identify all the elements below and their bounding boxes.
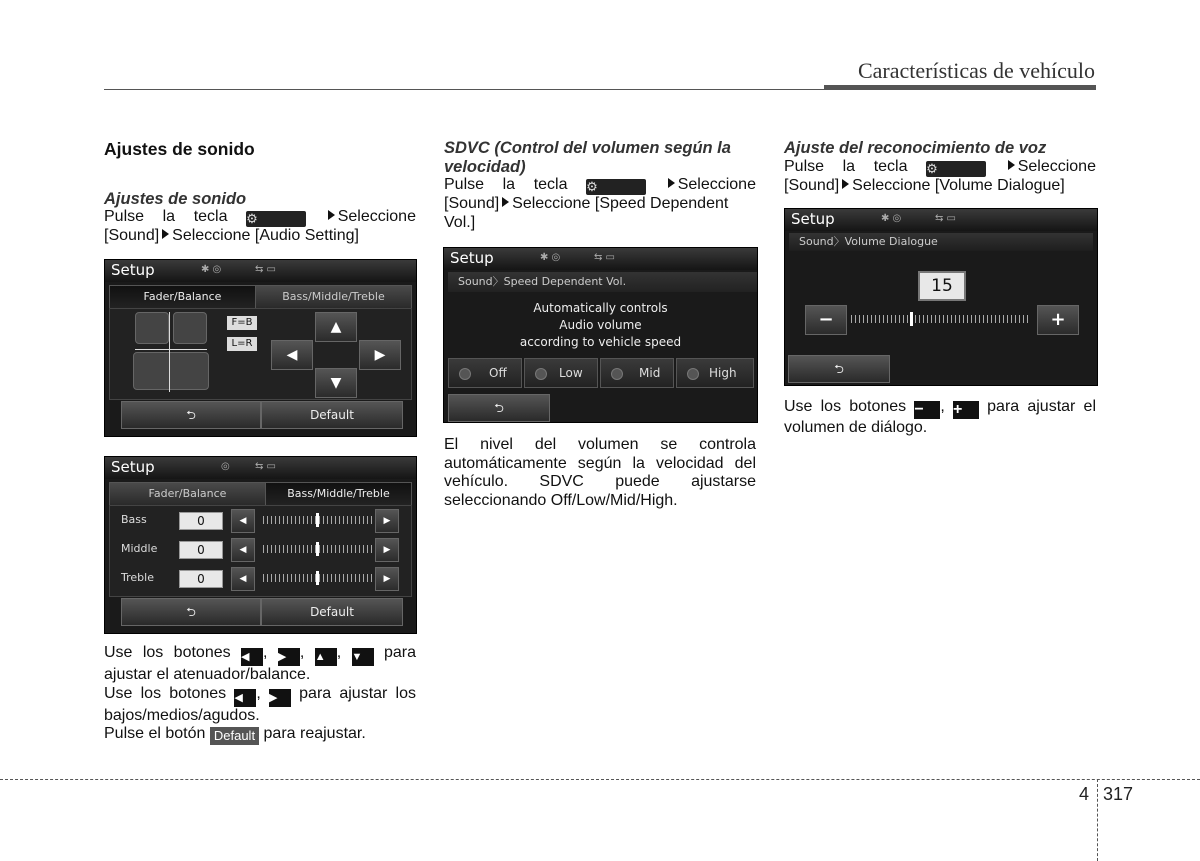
up-button[interactable]: ▲ (315, 312, 357, 342)
middle-decrease-button[interactable]: ◀ (231, 538, 255, 562)
breadcrumb: Sound〉Volume Dialogue (789, 233, 1093, 251)
usb-icon: ⇆ ▭ (594, 252, 616, 263)
instr-text: [Sound] (104, 227, 160, 244)
instr-text: Seleccione [Speed Dependent (512, 195, 729, 212)
option-mid[interactable] (600, 358, 674, 388)
radio-icon (535, 368, 547, 380)
radio-icon (611, 368, 623, 380)
default-button[interactable]: Default (261, 598, 403, 626)
screen-fader-balance (104, 259, 417, 437)
arrow-right-icon (502, 197, 509, 207)
header-rule (104, 89, 1096, 90)
info-message (444, 300, 757, 351)
volume-slider-knob[interactable] (910, 312, 913, 326)
treble-decrease-button[interactable]: ◀ (231, 567, 255, 591)
screen-title: Setup (111, 458, 155, 476)
treble-slider-knob[interactable] (316, 571, 319, 585)
down-button[interactable]: ▼ (315, 368, 357, 398)
screen-title: Setup (450, 249, 494, 267)
bluetooth-icon: ✱ ◎ (201, 264, 222, 275)
right-arrow-icon: ▶ (269, 689, 291, 707)
note-text: para reajustar. (263, 725, 366, 742)
middle-value: 0 (179, 541, 223, 559)
minus-icon: − (914, 401, 940, 419)
default-button[interactable]: Default (261, 401, 403, 429)
note-line: Use los botones ◀ , ▶ para ajustar los (104, 685, 416, 707)
para-line: El nivel del volumen se controla (444, 436, 756, 453)
instruction-line-2 (784, 177, 1096, 196)
bass-slider-knob[interactable] (316, 513, 319, 527)
middle-label: Middle (121, 542, 158, 555)
instr-text: Pulse la tecla (104, 208, 228, 225)
screen-speed-dependent-vol (443, 247, 758, 423)
option-low[interactable] (524, 358, 598, 388)
screen-title: Setup (791, 210, 835, 228)
instr-text: Seleccione (677, 176, 756, 193)
fader-indicator: F=B (227, 316, 257, 330)
left-arrow-icon: ◀ (234, 689, 256, 707)
note-text: para ajustar los (299, 684, 416, 702)
fader-crosshair (135, 349, 207, 350)
setup-key-icon: ⚙ (926, 161, 986, 177)
bluetooth-icon: ✱ ◎ (881, 213, 902, 224)
subsection-heading: Ajustes de sonido (104, 189, 247, 208)
instr-text: Seleccione [Audio Setting] (172, 227, 359, 244)
note-line: bajos/medios/agudos. (104, 706, 260, 724)
back-button[interactable]: ⮌ (788, 355, 890, 383)
note-line: volumen de diálogo. (784, 419, 928, 436)
message-line: according to vehicle speed (519, 335, 682, 349)
instr-text: Seleccione [Volume Dialogue] (852, 176, 1065, 194)
para-line: vehículo. SDVC puede ajustarse (444, 473, 756, 490)
note-text: Use los botones (784, 398, 907, 415)
section-heading: Ajustes de sonido (104, 139, 255, 159)
column-1 (104, 140, 416, 246)
tab-bass-middle-treble[interactable]: Bass/Middle/Treble (265, 482, 412, 506)
setup-key-icon: ⚙ (586, 179, 646, 195)
option-label: High (709, 366, 737, 380)
bass-value: 0 (179, 512, 223, 530)
instruction-line-2 (104, 227, 416, 246)
note-text: Pulse el botón (104, 725, 206, 742)
note-line (104, 725, 416, 745)
subsection-heading-cont: velocidad) (444, 157, 526, 176)
rear-seat-icon (133, 352, 209, 390)
instr-text: Pulse la tecla (784, 157, 908, 175)
screen-title: Setup (111, 261, 155, 279)
right-arrow-icon: ▶ (278, 648, 300, 666)
middle-slider-knob[interactable] (316, 542, 319, 556)
subsection-heading: Ajuste del reconocimiento de voz (784, 139, 1047, 157)
instr-text: [Sound] (444, 195, 500, 212)
subsection-heading: SDVC (Control del volumen según la (444, 139, 731, 157)
usb-icon: ⇆ ▭ (255, 461, 277, 472)
option-off[interactable] (448, 358, 522, 388)
middle-increase-button[interactable]: ▶ (375, 538, 399, 562)
balance-crosshair (169, 312, 170, 392)
arrow-right-icon (162, 229, 169, 239)
disc-icon: ◎ (221, 461, 230, 472)
bass-label: Bass (121, 513, 147, 526)
screen-bass-middle-treble (104, 456, 417, 634)
screen-topbar (105, 260, 416, 282)
note-text: para ajustar el (987, 398, 1096, 415)
instruction-line-1 (784, 158, 1096, 177)
seat-icon (135, 312, 169, 344)
option-label: Mid (639, 366, 661, 380)
radio-icon (459, 368, 471, 380)
message-line: Audio volume (559, 318, 642, 332)
up-arrow-icon: ▲ (315, 648, 337, 666)
instr-text: Seleccione (1017, 157, 1096, 175)
right-button[interactable]: ▶ (359, 340, 401, 370)
option-high[interactable] (676, 358, 754, 388)
setup-key-icon: ⚙ (246, 211, 306, 227)
note-text: Use los botones (104, 684, 227, 702)
column-2 (444, 139, 756, 232)
treble-value: 0 (179, 570, 223, 588)
para-line: automáticamente según la velocidad del (444, 454, 756, 472)
footer-rule (0, 779, 1200, 780)
instruction-line-3: Vol.] (444, 213, 476, 231)
usb-icon: ⇆ ▭ (255, 264, 277, 275)
volume-minus-button[interactable]: − (805, 305, 847, 335)
balance-indicator: L=R (227, 337, 257, 351)
bass-increase-button[interactable]: ▶ (375, 509, 399, 533)
column-2-paragraph (444, 436, 756, 510)
treble-increase-button[interactable]: ▶ (375, 567, 399, 591)
arrow-right-icon (842, 179, 849, 189)
note-text: para (383, 644, 416, 661)
instr-text: Pulse la tecla (444, 176, 568, 193)
back-button[interactable]: ⮌ (121, 598, 261, 626)
option-label: Low (559, 366, 583, 380)
arrow-right-icon (1008, 160, 1015, 170)
radio-icon (687, 368, 699, 380)
note-line: Use los botones − , + para ajustar el (784, 398, 1096, 418)
default-button-icon: Default (210, 727, 259, 745)
chapter-number: 4 (1079, 784, 1090, 804)
tab-fader-balance[interactable]: Fader/Balance (109, 285, 256, 309)
running-header-title: Características de vehículo (857, 58, 1095, 83)
plus-icon: + (953, 401, 979, 419)
volume-slider[interactable] (851, 315, 1031, 323)
note-line: ajustar el atenuador/balance. (104, 666, 311, 683)
instruction-line-2 (444, 195, 756, 214)
instruction-line-1 (444, 176, 756, 195)
breadcrumb: Sound〉Speed Dependent Vol. (448, 272, 758, 292)
down-arrow-icon: ▼ (352, 648, 374, 666)
seat-icon (173, 312, 207, 344)
note-text: Use los botones (104, 644, 231, 661)
option-label: Off (489, 366, 507, 380)
screen-topbar (105, 457, 416, 479)
left-arrow-icon: ◀ (241, 648, 263, 666)
back-button[interactable]: ⮌ (448, 394, 550, 422)
usb-icon: ⇆ ▭ (935, 213, 957, 224)
note-line: Use los botones ◀ , ▶ , ▲ , ▼ para (104, 644, 416, 666)
tab-bass-middle-treble[interactable]: Bass/Middle/Treble (255, 285, 412, 309)
arrow-right-icon (328, 210, 335, 220)
screen-topbar (444, 248, 757, 270)
screen-volume-dialogue (784, 208, 1098, 386)
column-3 (784, 139, 1096, 195)
left-button[interactable]: ◀ (271, 340, 313, 370)
column-1-notes (104, 644, 416, 745)
back-button[interactable]: ⮌ (121, 401, 261, 429)
para-line: seleccionando Off/Low/Mid/High. (444, 491, 678, 509)
instruction-line-1 (104, 208, 416, 227)
instr-text: [Sound] (784, 176, 840, 194)
footer-divider (1097, 779, 1098, 861)
bass-decrease-button[interactable]: ◀ (231, 509, 255, 533)
page-number: 317 (1103, 784, 1134, 804)
treble-label: Treble (121, 571, 154, 584)
volume-value: 15 (918, 271, 966, 301)
screen-topbar (785, 209, 1097, 231)
bluetooth-icon: ✱ ◎ (540, 252, 561, 263)
column-3-notes (784, 398, 1096, 438)
arrow-right-icon (668, 178, 675, 188)
tab-fader-balance[interactable]: Fader/Balance (109, 482, 266, 506)
message-line: Automatically controls (533, 301, 668, 315)
volume-plus-button[interactable]: + (1037, 305, 1079, 335)
instr-text: Seleccione (337, 208, 416, 225)
